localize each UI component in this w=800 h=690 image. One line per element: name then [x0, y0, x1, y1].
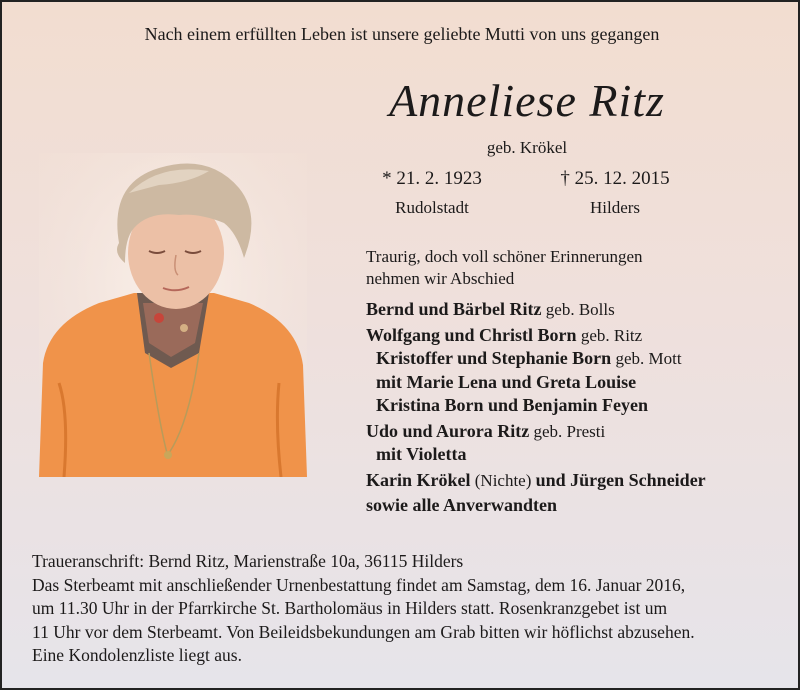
mourner-line — [366, 469, 786, 493]
mourner-name: Kristina Born und Benjamin Feyen — [376, 395, 649, 415]
mourner-line — [366, 494, 786, 518]
maiden-name: geb. Krökel — [486, 138, 568, 157]
mourning-address: Traueranschrift: Bernd Ritz, Marienstraße 10a, 36115 Hilders — [32, 551, 464, 571]
mourner-note: (Nichte) — [470, 470, 536, 490]
farewell-line-1: Traurig, doch voll schöner Erinnerungen — [366, 247, 643, 266]
mourner-name: mit Violetta — [376, 444, 467, 464]
service-line: um 11.30 Uhr in der Pfarrkirche St. Bartholomäus in Hilders statt. Rosenkranzgebet ist um — [32, 598, 668, 618]
mourners-list — [366, 298, 786, 518]
mourner-name: Kristoffer und Stephanie Born — [376, 348, 612, 368]
mourner-note: geb. Bolls — [541, 300, 615, 319]
mourner-name: und Jürgen Schneider — [535, 469, 706, 490]
birth-place: Rudolstadt — [395, 198, 469, 217]
portrait-photo — [39, 153, 307, 477]
mourner-line — [366, 347, 786, 371]
death-date: † 25. 12. 2015 — [560, 168, 670, 189]
intro-text: Nach einem erfüllten Leben ist unsere geliebte Mutti von uns gegangen — [144, 24, 660, 44]
mourner-name: Karin Krökel — [366, 469, 471, 490]
mourner-name: Bernd und Bärbel Ritz — [366, 299, 542, 319]
mourner-name: Udo und Aurora Ritz — [366, 420, 530, 441]
mourner-line — [366, 443, 786, 467]
service-line: Eine Kondolenzliste liegt aus. — [32, 645, 242, 665]
birth-info — [362, 168, 502, 218]
birth-date: * 21. 2. 1923 — [382, 168, 482, 189]
service-line: 11 Uhr vor dem Sterbeamt. Von Beileidsbekundungen am Grab bitten wir höflichst abzusehen. — [32, 621, 695, 642]
farewell-line-2: nehmen wir Abschied — [366, 269, 515, 288]
mourner-line — [366, 324, 786, 348]
mourner-note: geb. Presti — [529, 421, 606, 441]
death-info — [540, 168, 690, 218]
mourner-name: mit Marie Lena und Greta Louise — [376, 371, 637, 392]
mourner-line — [366, 298, 786, 322]
mourner-line — [366, 371, 786, 395]
mourner-line — [366, 420, 786, 444]
mourner-note: geb. Mott — [611, 349, 682, 368]
footer-info — [32, 550, 774, 668]
portrait-illustration — [39, 153, 307, 477]
mourner-name: Wolfgang und Christl Born — [366, 324, 577, 345]
mourner-line — [366, 394, 786, 418]
mourner-name: sowie alle Anverwandten — [366, 495, 557, 515]
service-line: Das Sterbeamt mit anschließender Urnenbestattung findet am Samstag, dem 16. Januar 2016, — [32, 574, 686, 595]
death-place: Hilders — [589, 198, 641, 217]
farewell-text — [366, 246, 766, 290]
mourner-note: geb. Ritz — [576, 325, 643, 345]
deceased-name: Anneliese Ritz — [389, 75, 665, 126]
